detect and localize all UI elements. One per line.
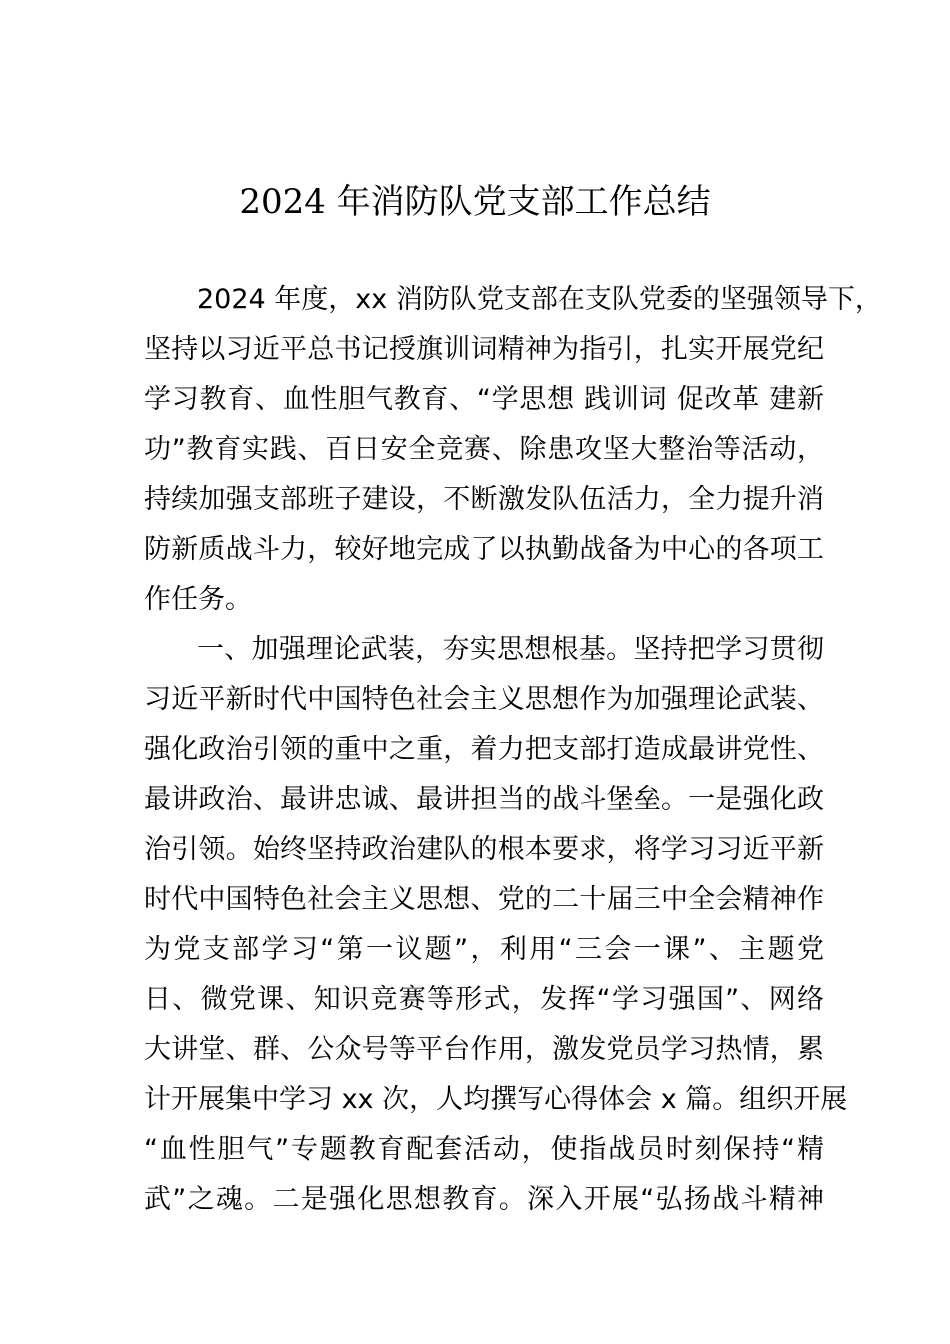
paragraph-2-line-8: 日、微党课、知识竞赛等形式，发挥“学习强国”、网络 xyxy=(144,984,824,1015)
paragraph-2-line-3: 强化政治引领的重中之重，着力把支部打造成最讲党性、 xyxy=(144,734,824,765)
paragraph-1-line-6: 防新质战斗力，较好地完成了以执勤战备为中心的各项工 xyxy=(144,534,824,565)
paragraph-2-line-7: 为党支部学习“第一议题”，利用“三会一课”、主题党 xyxy=(144,934,824,965)
document-title: 2024 年消防队党支部工作总结 xyxy=(239,182,711,222)
paragraph-2-line-9: 大讲堂、群、公众号等平台作用，激发党员学习热情，累 xyxy=(144,1034,824,1065)
paragraph-1-line-7: 作任务。 xyxy=(144,584,252,615)
paragraph-2-line-1: 一、加强理论武装，夯实思想根基。坚持把学习贯彻 xyxy=(197,634,824,665)
paragraph-2-line-2: 习近平新时代中国特色社会主义思想作为加强理论武装、 xyxy=(144,684,824,715)
paragraph-2-line-10: 计开展集中学习 xx 次，人均撰写心得体会 x 篇。组织开展 xyxy=(144,1084,848,1115)
paragraph-1-line-2: 坚持以习近平总书记授旗训词精神为指引，扎实开展党纪 xyxy=(144,334,824,365)
paragraph-2-line-6: 时代中国特色社会主义思想、党的二十届三中全会精神作 xyxy=(144,884,824,915)
paragraph-2-line-5: 治引领。始终坚持政治建队的根本要求，将学习习近平新 xyxy=(144,834,824,865)
paragraph-2-line-11: “血性胆气”专题教育配套活动，使指战员时刻保持“精 xyxy=(144,1134,824,1165)
paragraph-1-line-4: 功”教育实践、百日安全竞赛、除患攻坚大整治等活动， xyxy=(144,434,824,465)
paragraph-2-line-4: 最讲政治、最讲忠诚、最讲担当的战斗堡垒。一是强化政 xyxy=(144,784,824,815)
paragraph-1-line-3: 学习教育、血性胆气教育、“学思想 践训词 促改革 建新 xyxy=(144,384,824,415)
paragraph-1-line-5: 持续加强支部班子建设，不断激发队伍活力，全力提升消 xyxy=(144,484,824,515)
paragraph-2-line-12: 武”之魂。二是强化思想教育。深入开展“弘扬战斗精神 xyxy=(144,1184,824,1215)
paragraph-1-line-1: 2024 年度，xx 消防队党支部在支队党委的坚强领导下， xyxy=(197,284,882,315)
